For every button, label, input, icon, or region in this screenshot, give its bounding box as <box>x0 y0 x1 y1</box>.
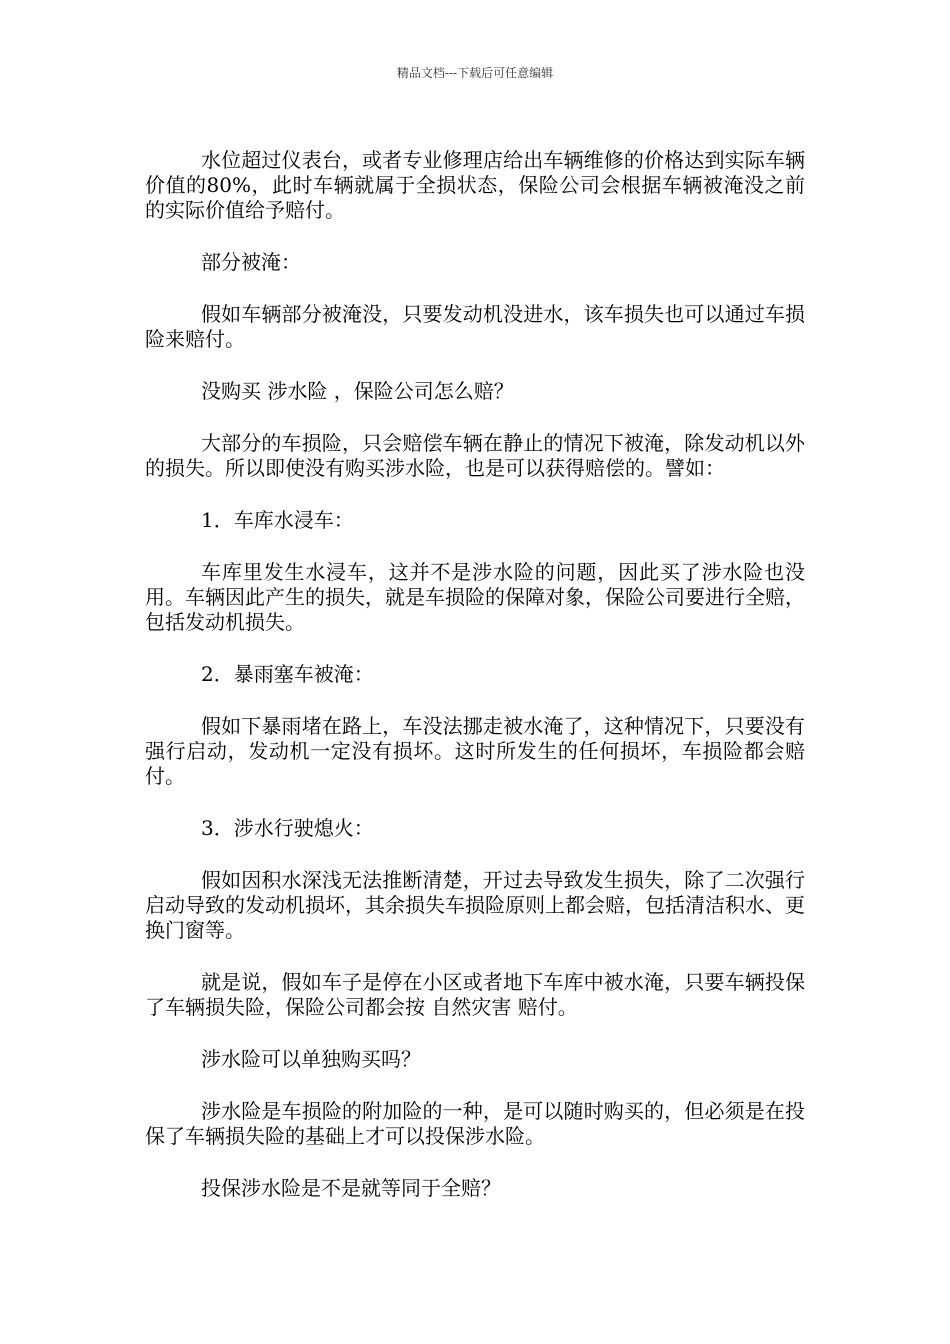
heading-full-coverage: 投保涉水险是不是就等同于全赔？ <box>201 1176 501 1200</box>
paragraph-total-loss: 水位超过仪表台，或者专业修理店给出车辆维修的价格达到实际车辆价值的80%，此时车辆就属于全损状态，保险公司会根据车辆被淹没之前的实际价值给予赔付。 <box>145 148 805 222</box>
paragraph-buy-separately: 涉水险是车损险的附加险的一种，是可以随时购买的，但必须是在投保了车辆损失险的基础上才可以投保涉水险。 <box>145 1099 805 1148</box>
page-header: 精品文档---下载后可任意编辑 <box>396 66 554 80</box>
heading-rainstorm-traffic: 2．暴雨塞车被淹： <box>201 662 374 686</box>
paragraph-wading-stall: 假如因积水深浅无法推断清楚，开过去导致发生损失，除了二次强行启动导致的发动机损坏，其余损失车损险原则上都会赔，包括清洁积水、更换门窗等。 <box>145 868 805 942</box>
heading-buy-separately: 涉水险可以单独购买吗？ <box>201 1047 421 1071</box>
heading-partial-flooding: 部分被淹： <box>201 250 301 274</box>
paragraph-natural-disaster: 就是说，假如车子是停在小区或者地下车库中被水淹，只要车辆投保了车辆损失险，保险公司都会按 自然灾害 赔付。 <box>145 970 805 1019</box>
paragraph-partial-flooding: 假如车辆部分被淹没，只要发动机没进水，该车损失也可以通过车损险来赔付。 <box>145 302 805 351</box>
heading-wading-stall: 3．涉水行驶熄火： <box>201 816 374 840</box>
heading-garage-flooding: 1．车库水浸车： <box>201 508 354 532</box>
paragraph-no-wading-insurance: 大部分的车损险，只会赔偿车辆在静止的情况下被淹，除发动机以外的损失。所以即使没有购买涉水险，也是可以获得赔偿的。譬如： <box>145 431 805 480</box>
document-body <box>145 148 805 1228</box>
paragraph-garage-flooding: 车库里发生水浸车，这并不是涉水险的问题，因此买了涉水险也没用。车辆因此产生的损失，就是车损险的保障对象，保险公司要进行全赔，包括发动机损失。 <box>145 560 805 634</box>
heading-no-wading-insurance: 没购买 涉水险 ，保险公司怎么赔？ <box>201 379 514 403</box>
paragraph-rainstorm-traffic: 假如下暴雨堵在路上，车没法挪走被水淹了，这种情况下，只要没有强行启动，发动机一定没有损坏。这时所发生的任何损坏，车损险都会赔付。 <box>145 714 805 788</box>
